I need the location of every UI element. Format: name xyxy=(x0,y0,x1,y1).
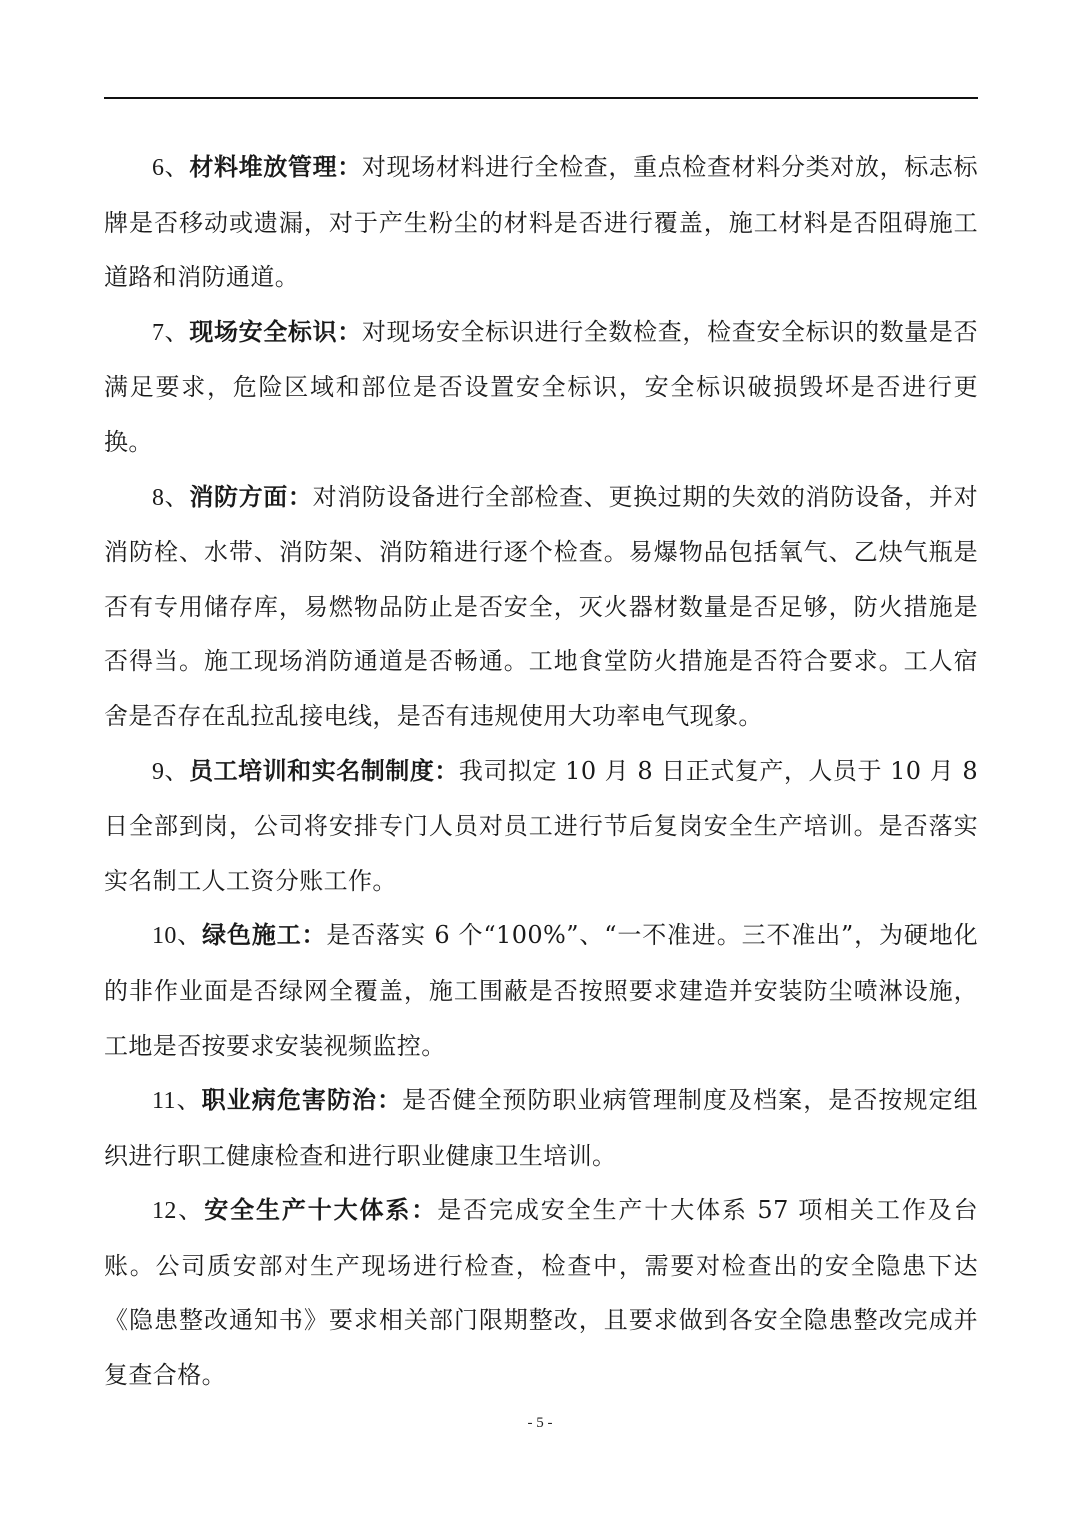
item-body: 我司拟定 10 月 8 日正式复产，人员于 10 月 8 日全部到岗，公司将安排专门人员对员工进行节后复岗安全生产培训。是否落实实名制工人工资分账工作。 xyxy=(104,756,978,895)
item-body: 是否健全预防职业病管理制度及档案，是否按规定组织进行职工健康检查和进行职业健康卫生培训。 xyxy=(104,1086,979,1170)
item-number: 8、 xyxy=(152,484,190,511)
page-number: - 5 - xyxy=(527,1415,553,1431)
item-heading: 材料堆放管理： xyxy=(189,152,362,181)
item-heading: 现场安全标识： xyxy=(189,316,362,346)
item-heading: 绿色施工： xyxy=(202,920,327,950)
item-number: 10、 xyxy=(152,923,203,950)
item-body: 对消防设备进行全部检查、更换过期的失效的消防设备，并对消防栓、水带、消防架、消防箱进行逐个检查。易爆物品包括氧气、乙炔气瓶是否有专用储存库，易燃物品防止是否安全，灭火器材数量是否足够，防火措施是否得当。施工现场消防通道是否畅通。工地食堂防火措施是否符合要求。工人宿舍是否存在乱拉乱接电线，是否有违规使用大功率电气现象。 xyxy=(104,482,978,730)
paragraph-item-9 xyxy=(104,744,978,909)
item-number: 9、 xyxy=(152,758,190,785)
item-heading: 职业病危害防治： xyxy=(201,1085,403,1115)
item-number: 12、 xyxy=(152,1198,205,1225)
paragraph-item-7 xyxy=(104,305,978,470)
paragraph-item-12 xyxy=(104,1183,978,1402)
item-number: 6、 xyxy=(152,155,190,181)
item-heading: 消防方面： xyxy=(189,481,313,511)
item-body: 对现场安全标识进行全数检查，检查安全标识的数量是否满足要求，危险区域和部位是否设置安全标识，安全标识破损毁坏是否进行更换。 xyxy=(104,317,978,456)
header-rule xyxy=(104,97,978,99)
paragraph-item-8 xyxy=(104,470,978,744)
paragraph-item-10 xyxy=(104,908,978,1073)
item-number: 11、 xyxy=(152,1088,202,1115)
paragraph-item-11 xyxy=(104,1073,978,1183)
document-body xyxy=(104,140,978,1403)
paragraph-item-6 xyxy=(104,140,978,305)
item-body: 是否落实 6 个“100%”、“一不准进。三不准出”，为硬地化的非作业面是否绿网全覆盖，施工围蔽是否按照要求建造并安装防尘喷淋设施，工地是否按要求安装视频监控。 xyxy=(104,921,979,1060)
item-heading: 安全生产十大体系： xyxy=(204,1195,438,1225)
item-body: 对现场材料进行全检查，重点检查材料分类对放，标志标牌是否移动或遗漏，对于产生粉尘的材料是否进行覆盖，施工材料是否阻碍施工道路和消防通道。 xyxy=(104,153,978,292)
item-number: 7、 xyxy=(152,319,190,346)
item-body: 是否完成安全生产十大体系 57 项相关工作及台账。公司质安部对生产现场进行检查，检查中，需要对检查出的安全隐患下达《隐患整改通知书》要求相关部门限期整改，且要求做到各安全隐患整改完成并复查合格。 xyxy=(104,1196,978,1390)
item-heading: 员工培训和实名制制度： xyxy=(189,755,459,785)
